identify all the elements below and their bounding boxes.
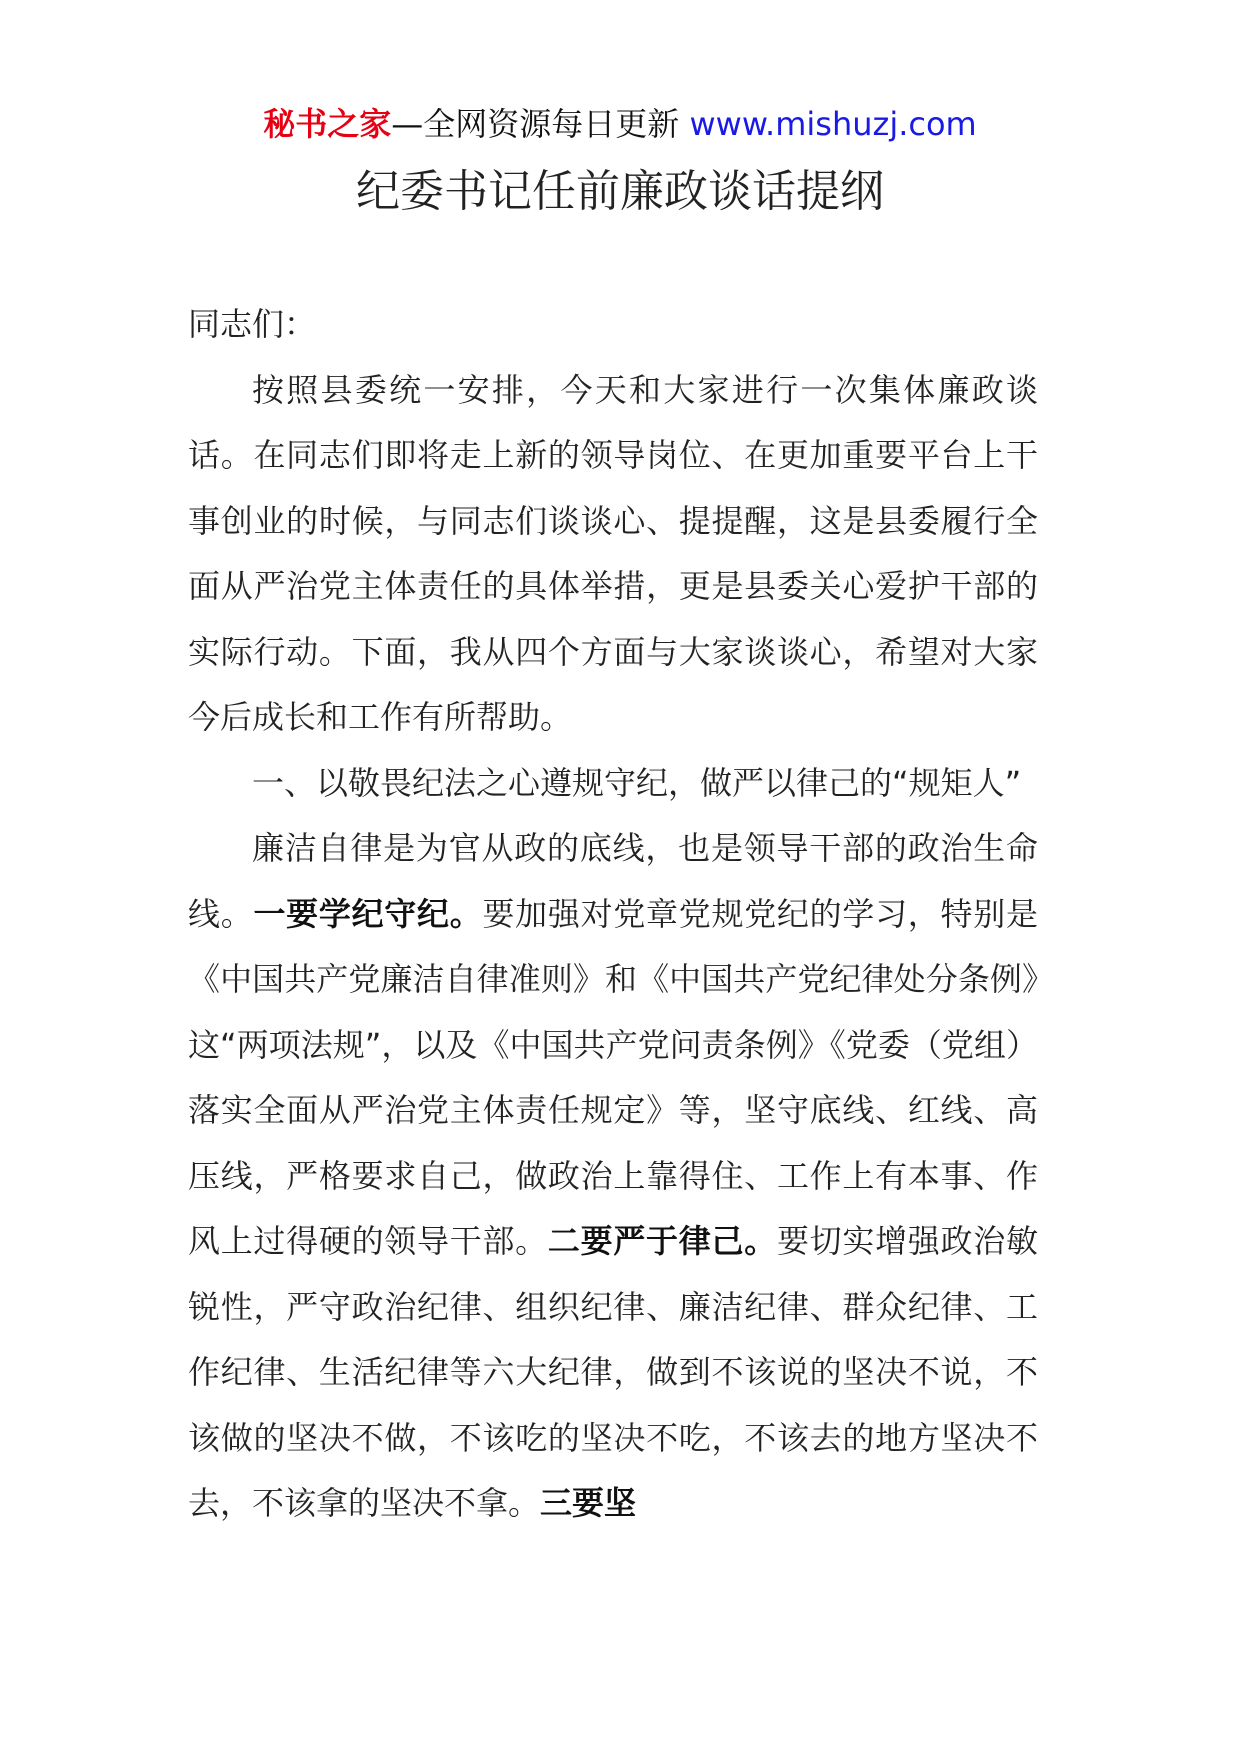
- intro-paragraph: 按照县委统一安排，今天和大家进行一次集体廉政谈话。在同志们即将走上新的领导岗位、在更加重要平台上干事创业的时候，与同志们谈谈心、提提醒，这是县委履行全面从严治党主体责任的具体举措，更是县委关心爱护干部的实际行动。下面，我从四个方面与大家谈谈心，希望对大家今后成长和工作有所帮助。: [188, 370, 1038, 736]
- bold-point-1: 一要学纪守纪。: [253, 894, 483, 933]
- paragraph-text: 廉洁自律是为官从政的底线，也是领导干部的政治生命线。: [188, 829, 1038, 933]
- section-1-paragraph: [188, 816, 1038, 1537]
- site-url-link[interactable]: www.mishuzj.com: [689, 105, 977, 143]
- bold-point-2: 二要严于律己。: [547, 1222, 777, 1260]
- brand-name: 秘书之家: [263, 105, 392, 143]
- section-heading-1: 一、以敬畏纪法之心遵规守纪，做严以律己的“规矩人”: [252, 763, 1022, 802]
- header-tagline: —全网资源每日更新: [391, 105, 680, 143]
- paragraph-text: 要切实增强政治敏锐性，严守政治纪律、组织纪律、廉洁纪律、群众纪律、工作纪律、生活纪律等六大纪律，做到不该说的坚决不说，不该做的坚决不做，不该吃的坚决不吃，不该去的地方坚决不去，不该拿的坚决不拿。: [188, 1222, 1038, 1522]
- site-header: [0, 100, 1240, 148]
- greeting: 同志们：: [188, 305, 317, 343]
- document-title: 纪委书记任前廉政谈话提纲: [356, 166, 884, 217]
- paragraph-text: 要加强对党章党规党纪的学习，特别是《中国共产党廉洁自律准则》和《中国共产党纪律处分条例》这“两项法规”，以及《中国共产党问责条例》《党委（党组）落实全面从严治党主体责任规定》等，坚守底线、红线、高压线，严格要求自己，做政治上靠得住、工作上有本事、作风上过得硬的领导干部。: [188, 894, 1038, 1260]
- bold-point-3: 三要坚: [540, 1484, 637, 1522]
- document-body: [188, 292, 1038, 1537]
